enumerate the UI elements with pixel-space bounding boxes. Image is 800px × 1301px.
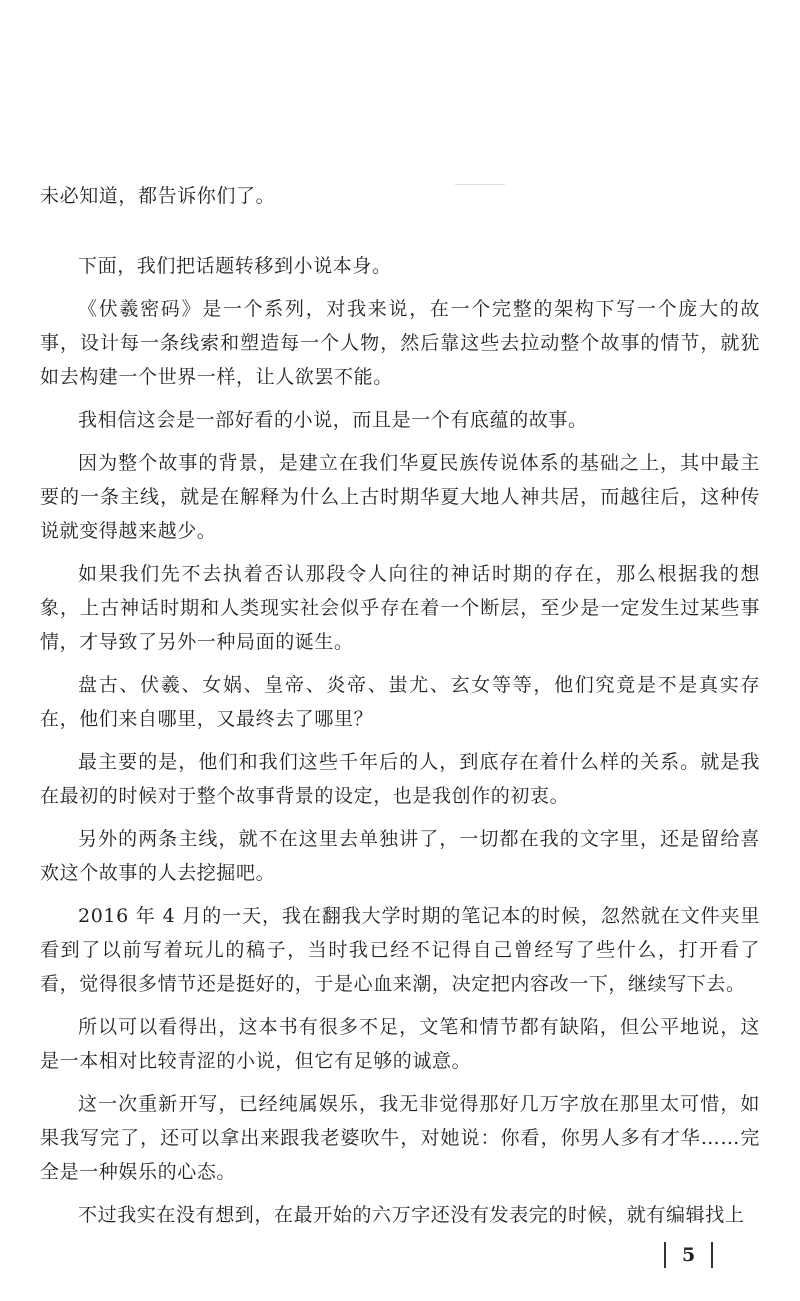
paragraph: 如果我们先不去执着否认那段令人向往的神话时期的存在，那么根据我的想象，上古神话时期和人类现实社会似乎存在着一个断层，至少是一定发生过某些事情，才导致了另外一种局面的诞生。 <box>40 563 760 653</box>
paragraph-continuation: 未必知道，都告诉你们了。 <box>40 185 276 207</box>
page-footer <box>664 1240 713 1270</box>
paragraph: 最主要的是，他们和我们这些千年后的人，到底存在着什么样的关系。就是我在最初的时候对于整个故事背景的设定，也是我创作的初衷。 <box>40 751 760 807</box>
paragraph: 不过我实在没有想到，在最开始的六万字还没有发表完的时候，就有编辑找上 <box>78 1204 745 1226</box>
paragraph: 2016 年 4 月的一天，我在翻我大学时期的笔记本的时候，忽然就在文件夹里看到了以前写着玩儿的稿子，当时我已经不记得自己曾经写了些什么，打开看了看，觉得很多情节还是挺好的，于是心血来潮，决定把内容改一下，继续写下去。 <box>40 905 760 995</box>
paragraph: 所以可以看得出，这本书有很多不足，文笔和情节都有缺陷，但公平地说，这是一本相对比较青涩的小说，但它有足够的诚意。 <box>40 1016 760 1072</box>
paragraph: 因为整个故事的背景，是建立在我们华夏民族传说体系的基础之上，其中最主要的一条主线，就是在解释为什么上古时期华夏大地人神共居，而越往后，这种传说就变得越来越少。 <box>40 452 760 542</box>
body-text <box>40 179 760 1232</box>
paragraph: 这一次重新开写，已经纯属娱乐，我无非觉得那好几万字放在那里太可惜，如果我写完了，还可以拿出来跟我老婆吹牛，对她说：你看，你男人多有才华……完全是一种娱乐的心态。 <box>40 1093 760 1183</box>
paragraph: 另外的两条主线，就不在这里去单独讲了，一切都在我的文字里，还是留给喜欢这个故事的人去挖掘吧。 <box>40 828 760 884</box>
paragraph: 《伏羲密码》是一个系列，对我来说，在一个完整的架构下写一个庞大的故事，设计每一条线索和塑造每一个人物，然后靠这些去拉动整个故事的情节，就犹如去构建一个世界一样，让人欲罢不能。 <box>40 298 760 388</box>
paragraph: 盘古、伏羲、女娲、皇帝、炎帝、蚩尤、玄女等等，他们究竟是不是真实存在，他们来自哪里，又最终去了哪里？ <box>40 674 760 730</box>
paragraph: 下面，我们把话题转移到小说本身。 <box>78 255 392 277</box>
paragraph: 我相信这会是一部好看的小说，而且是一个有底蕴的故事。 <box>78 409 588 431</box>
page-number: 5 <box>682 1244 696 1266</box>
page-number-right-bar <box>711 1242 713 1268</box>
section-gap <box>40 213 760 249</box>
